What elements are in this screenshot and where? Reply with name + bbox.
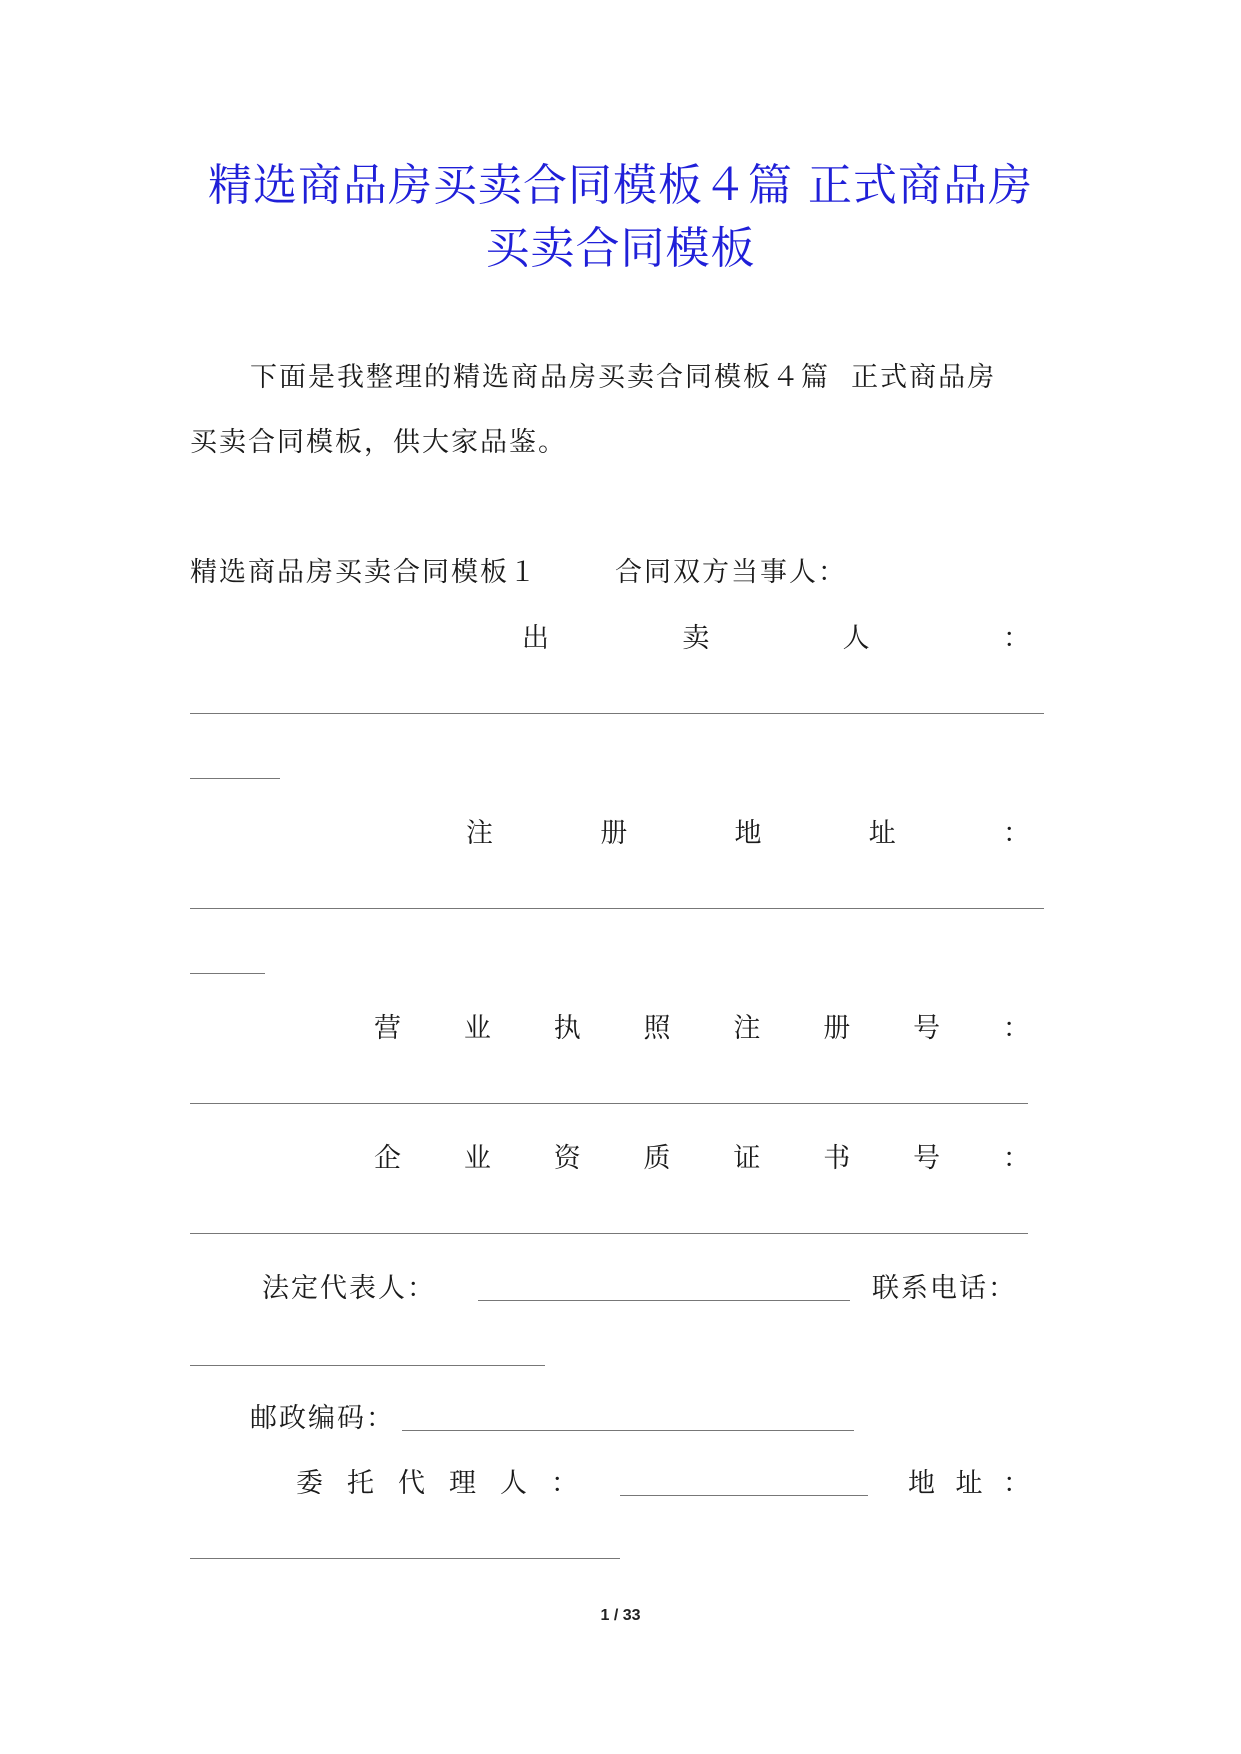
qualification-cert-char: 业 [463, 1143, 491, 1174]
postcode-label: 邮政编码： [250, 1403, 395, 1434]
agent-char: 委 [296, 1468, 323, 1499]
seller-fill-line [190, 713, 1044, 714]
legal-representative-label: 法定代表人： [262, 1273, 436, 1304]
qualification-cert-fill-line [190, 1233, 1028, 1234]
postcode-fill-line [402, 1430, 854, 1431]
business-license-char: 册 [823, 1013, 851, 1044]
registered-address-char: ： [1003, 818, 1030, 849]
agent-char: 理 [449, 1468, 476, 1499]
phone-fill-line [190, 1365, 545, 1366]
qualification-cert-char: 企 [374, 1143, 401, 1174]
seller-char: 出 [522, 623, 549, 654]
registered-address-fill-line [190, 908, 1044, 909]
business-license-char: 业 [463, 1013, 491, 1044]
parties-label: 合同双方当事人： [615, 557, 847, 588]
intro-paragraph-line-1: 下面是我整理的精选商品房买卖合同模板４篇 正式商品房 [250, 362, 997, 393]
legal-representative-fill-line [478, 1300, 850, 1301]
document-title-line-1: 精选商品房买卖合同模板４篇 正式商品房 [208, 160, 1033, 211]
qualification-cert-char: 书 [823, 1143, 851, 1174]
qualification-cert-char: 质 [643, 1143, 671, 1174]
intro-paragraph-line-2: 买卖合同模板，供大家品鉴。 [190, 427, 567, 458]
registered-address-char: 册 [600, 818, 628, 849]
qualification-cert-label [374, 1139, 1030, 1179]
seller-char: 卖 [682, 623, 710, 654]
agent-char: 代 [398, 1468, 425, 1499]
business-license-char: 执 [553, 1013, 581, 1044]
business-license-label [374, 1009, 1030, 1049]
agent-char: ： [551, 1468, 578, 1499]
business-license-char: 照 [643, 1013, 671, 1044]
agent-char: 人 [500, 1468, 527, 1499]
registered-address-char: 地 [734, 818, 762, 849]
qualification-cert-char: 号 [913, 1143, 941, 1174]
seller-fill-line-cont [190, 778, 280, 779]
business-license-char: ： [1002, 1013, 1030, 1044]
section-heading: 精选商品房买卖合同模板１ [190, 557, 538, 588]
qualification-cert-char: 资 [553, 1143, 581, 1174]
business-license-fill-line [190, 1103, 1028, 1104]
seller-char: ： [1002, 623, 1030, 654]
address-char: ： [1003, 1468, 1030, 1499]
agent-label [296, 1464, 578, 1504]
registered-address-label [466, 814, 1030, 854]
registered-address-char: 注 [466, 818, 493, 849]
phone-label: 联系电话： [872, 1273, 1017, 1304]
document-title-line-2: 买卖合同模板 [485, 223, 756, 274]
registered-address-fill-line-cont [190, 973, 265, 974]
address-char: 地 [908, 1468, 935, 1499]
address-label [908, 1464, 1030, 1504]
seller-label [522, 619, 1030, 659]
page-number: 1 / 33 [600, 1607, 641, 1624]
seller-char: 人 [842, 623, 870, 654]
business-license-char: 营 [374, 1013, 401, 1044]
address-fill-line [190, 1558, 620, 1559]
registered-address-char: 址 [868, 818, 896, 849]
qualification-cert-char: ： [1002, 1143, 1030, 1174]
agent-char: 托 [347, 1468, 374, 1499]
business-license-char: 号 [913, 1013, 941, 1044]
business-license-char: 注 [733, 1013, 761, 1044]
qualification-cert-char: 证 [733, 1143, 761, 1174]
agent-fill-line [620, 1495, 868, 1496]
address-char: 址 [955, 1468, 983, 1499]
